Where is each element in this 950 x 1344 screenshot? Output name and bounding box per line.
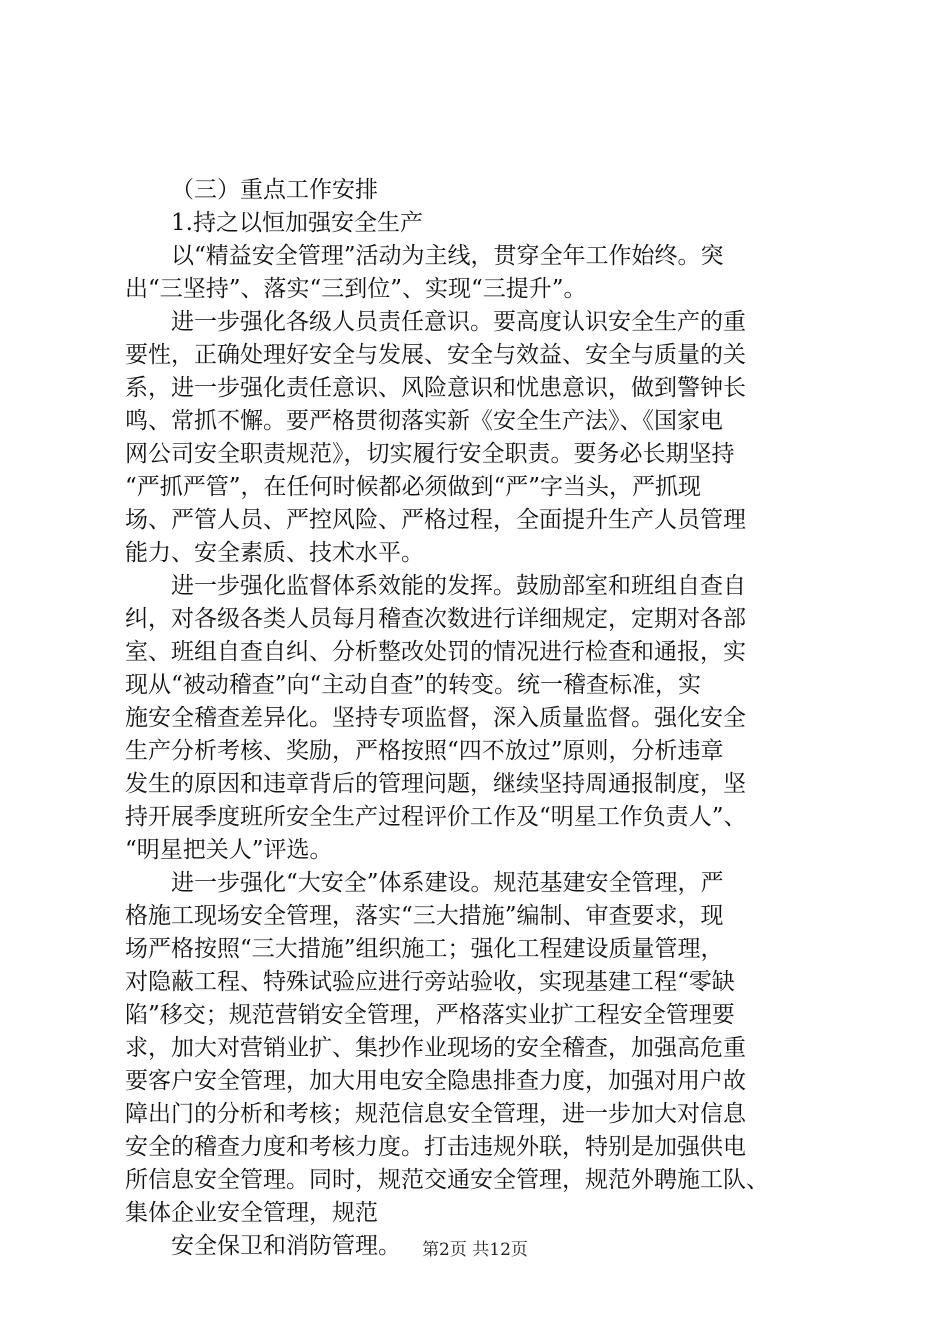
text-line: “严抓严管”，在任何时候都必须做到“严”字当头，严抓现 [125, 474, 702, 500]
text-line: “明星把关人”评选。 [125, 837, 333, 863]
text-line: 进一步强化监督体系效能的发挥。鼓励部室和班组自查自 [171, 573, 746, 599]
text-line: 出“三坚持”、落实“三到位”、实现“三提升”。 [125, 276, 587, 302]
text-line: 以“精益安全管理”活动为主线，贯穿全年工作始终。突 [171, 243, 724, 269]
page-footer: 第2页 共12页 [422, 1240, 528, 1260]
text-line: 场、严管人员、严控风险、严格过程，全面提升生产人员管理 [125, 507, 746, 533]
text-line: 要性，正确处理好安全与发展、安全与效益、安全与质量的关 [125, 342, 746, 368]
text-line: 能力、安全素质、技术水平。 [125, 540, 424, 566]
text-line: 进一步强化各级人员责任意识。要高度认识安全生产的重 [171, 309, 746, 335]
text-line: 系，进一步强化责任意识、风险意识和忧患意识，做到警钟长 [125, 375, 746, 401]
text-line: 施安全稽查差异化。坚持专项监督，深入质量监督。强化安全 [125, 705, 746, 731]
text-line: 格施工现场安全管理，落实“三大措施”编制、审查要求，现 [125, 903, 724, 929]
text-line: 纠，对各级各类人员每月稽查次数进行详细规定，定期对各部 [125, 606, 746, 632]
document-body [125, 174, 830, 1263]
text-line: 场严格按照“三大措施”组织施工；强化工程建设质量管理， [125, 936, 724, 962]
text-line: 生产分析考核、奖励，严格按照“四不放过”原则，分析违章 [125, 738, 724, 764]
text-line: 1.持之以恒加强安全生产 [171, 210, 423, 236]
text-line: 安全保卫和消防管理。 [171, 1233, 401, 1259]
text-line: 鸣、常抓不懈。要严格贯彻落实新《安全生产法》、《国家电 [125, 408, 723, 434]
text-line: 对隐蔽工程、特殊试验应进行旁站验收，实现基建工程“零缺 [125, 969, 735, 995]
text-line: 所信息安全管理。同时，规范交通安全管理，规范外聘施工队、 [125, 1167, 769, 1193]
text-line: 安全的稽查力度和考核力度。打击违规外联，特别是加强供电 [125, 1134, 746, 1160]
text-line: 现从“被动稽查”向“主动自查”的转变。统一稽查标准，实 [125, 672, 702, 698]
text-line: 陷”移交；规范营销安全管理，严格落实业扩工程安全管理要 [125, 1002, 735, 1028]
text-line: 集体企业安全管理，规范 [125, 1200, 378, 1226]
text-line: 要客户安全管理，加大用电安全隐患排查力度，加强对用户故 [125, 1068, 746, 1094]
text-line: 障出门的分析和考核；规范信息安全管理，进一步加大对信息 [125, 1101, 746, 1127]
text-line: 发生的原因和违章背后的管理问题，继续坚持周通报制度，坚 [125, 771, 746, 797]
text-line: 进一步强化“大安全”体系建设。规范基建安全管理，严 [171, 870, 724, 896]
text-line: 室、班组自查自纠、分析整改处罚的情况进行检查和通报，实 [125, 639, 746, 665]
text-line: （三）重点工作安排 [171, 177, 378, 203]
text-line: 网公司安全职责规范》，切实履行安全职责。要务必长期坚持 [125, 441, 735, 467]
text-line: 持开展季度班所安全生产过程评价工作及“明星工作负责人”、 [125, 804, 747, 830]
text-line: 求，加大对营销业扩、集抄作业现场的安全稽查，加强高危重 [125, 1035, 746, 1061]
